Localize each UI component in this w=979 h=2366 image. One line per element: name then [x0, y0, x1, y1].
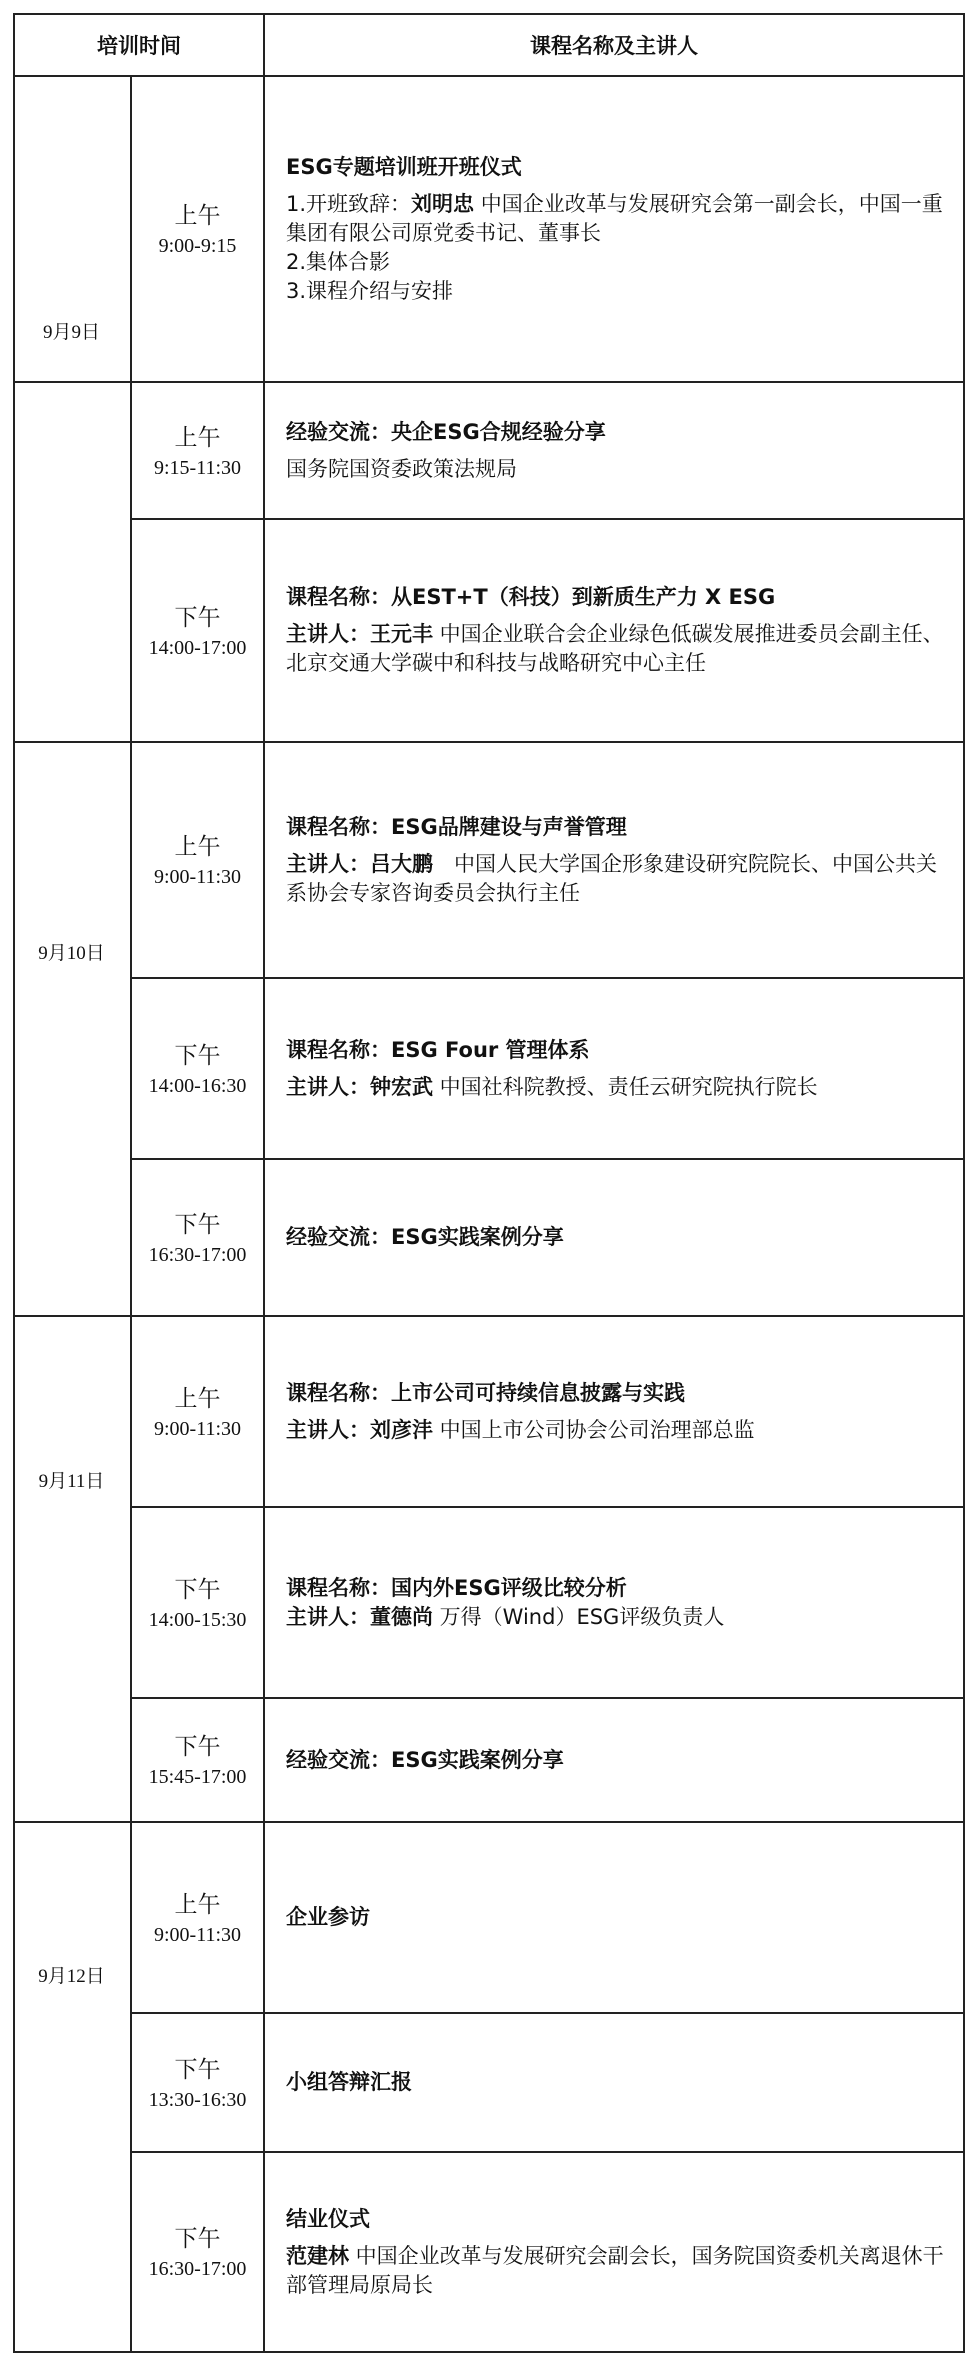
time-range: 14:00-17:00: [148, 636, 247, 659]
date-label: 9月10日: [38, 943, 105, 964]
session-speaker: [286, 850, 956, 908]
session-speaker: [286, 2242, 956, 2300]
speaker-description: 中国上市公司协会公司治理部总监: [433, 1417, 755, 1442]
session-title: 经验交流：ESG实践案例分享: [286, 1225, 564, 1249]
time-slot: [132, 1160, 263, 1315]
session-content: [286, 743, 956, 977]
session-speaker: [286, 620, 956, 678]
time-period: 上午: [174, 1891, 221, 1918]
session-content: [286, 1699, 956, 1821]
session-title: 经验交流：ESG实践案例分享: [286, 1747, 564, 1772]
time-range: 16:30-17:00: [148, 1243, 247, 1266]
speaker-label: 范建林: [286, 2243, 349, 2268]
time-period: 下午: [174, 1211, 221, 1238]
header-training-time: 培训时间: [97, 33, 181, 58]
time-period: 下午: [174, 2226, 221, 2252]
time-period: 下午: [174, 2056, 221, 2083]
time-slot: [132, 520, 263, 741]
speaker-label: 主讲人：钟宏武: [286, 1074, 433, 1099]
session-speaker: [286, 1416, 956, 1445]
session-title: 企业参访: [286, 1905, 370, 1929]
table-border-bottom: [13, 2351, 965, 2353]
time-slot: [132, 1508, 263, 1697]
schedule-table: [13, 13, 965, 2353]
time-range: 9:00-9:15: [158, 235, 237, 257]
time-slot: [132, 1699, 263, 1821]
speaker-description: 中国人民大学国企形象建设研究院院长、中国公共关系协会专家咨询委员会执行主任: [286, 851, 937, 905]
session-content: [286, 2014, 956, 2151]
session-title: 课程名称：上市公司可持续信息披露与实践: [286, 1380, 685, 1405]
speaker-description: 万得（Wind）ESG评级负责人: [433, 1604, 725, 1629]
time-period: 上午: [174, 1385, 221, 1412]
agenda-item: 3.课程介绍与安排: [286, 278, 454, 303]
date-label: 9月12日: [38, 1966, 105, 1987]
session-title: 课程名称：国内外ESG评级比较分析: [286, 1575, 627, 1600]
agenda-item: 2.集体合影: [286, 249, 391, 274]
speaker-label: 主讲人：刘彦沣: [286, 1417, 433, 1442]
time-range: 14:00-16:30: [148, 1074, 247, 1097]
session-title: 小组答辩汇报: [286, 2070, 412, 2094]
speaker-description: 中国企业改革与发展研究会第一副会长，中国一重集团有限公司原党委书记、董事长: [286, 191, 943, 245]
session-organizer: 国务院国资委政策法规局: [286, 456, 517, 481]
session-content: [286, 1823, 956, 2012]
speaker-label: 主讲人：吕大鹏: [286, 851, 433, 876]
session-speaker: [286, 1073, 956, 1102]
session-content: [286, 77, 956, 381]
table-border-left: [13, 13, 15, 2353]
speaker-name: 刘明忠: [411, 191, 475, 216]
time-period: 下午: [174, 604, 221, 631]
time-slot: [132, 1823, 263, 2012]
time-slot: [132, 77, 263, 381]
time-period: 上午: [174, 203, 221, 229]
session-speaker: [286, 1603, 956, 1632]
session-content: [286, 520, 956, 741]
session-content: [286, 979, 956, 1158]
session-title: 结业仪式: [286, 2206, 370, 2231]
time-slot: [132, 2014, 263, 2151]
item-prefix: 1.开班致辞：: [286, 191, 412, 216]
time-slot: [132, 1317, 263, 1506]
session-content: [286, 1317, 956, 1506]
time-period: 下午: [174, 1042, 221, 1069]
time-period: 上午: [174, 834, 221, 860]
time-period: 下午: [174, 1576, 221, 1603]
speaker-description: 中国企业改革与发展研究会副会长，国务院国资委机关离退休干部管理局原局长: [286, 2243, 944, 2297]
time-range: 14:00-15:30: [148, 1608, 247, 1631]
opening-speech-line: [286, 190, 956, 248]
time-range: 15:45-17:00: [148, 1766, 247, 1788]
session-title: 课程名称：从EST+T（科技）到新质生产力 X ESG: [286, 585, 776, 609]
table-border-right: [963, 13, 965, 2353]
session-content: [286, 383, 956, 518]
session-content: [286, 1508, 956, 1697]
time-range: 9:00-11:30: [153, 1417, 242, 1440]
speaker-description: 中国社科院教授、责任云研究院执行院长: [433, 1074, 818, 1099]
time-slot: [132, 743, 263, 977]
session-content: [286, 1160, 956, 1315]
time-range: 9:00-11:30: [153, 1923, 242, 1946]
time-period: 上午: [174, 424, 221, 451]
header-course-speaker: 课程名称及主讲人: [530, 33, 698, 58]
session-title: 经验交流：央企ESG合规经验分享: [286, 419, 606, 444]
speaker-label: 主讲人：王元丰: [286, 622, 433, 646]
date-label: 9月11日: [38, 1471, 105, 1492]
time-slot: [132, 979, 263, 1158]
session-title: ESG专题培训班开班仪式: [286, 154, 522, 179]
session-content: [286, 2153, 956, 2351]
session-title: 课程名称：ESG Four 管理体系: [286, 1037, 590, 1062]
time-range: 9:00-11:30: [153, 866, 242, 888]
time-range: 16:30-17:00: [148, 2258, 247, 2280]
time-period: 下午: [174, 1734, 221, 1760]
speaker-label: 主讲人：董德尚: [286, 1604, 433, 1629]
time-slot: [132, 2153, 263, 2351]
time-range: 13:30-16:30: [148, 2088, 247, 2111]
time-content-divider: [263, 13, 265, 2353]
time-slot: [132, 383, 263, 518]
session-title: 课程名称：ESG品牌建设与声誉管理: [286, 814, 627, 839]
time-range: 9:15-11:30: [153, 456, 242, 479]
date-label: 9月9日: [42, 322, 100, 343]
speaker-description: 中国企业联合会企业绿色低碳发展推进委员会副主任、北京交通大学碳中和科技与战略研究中心主任: [286, 622, 944, 675]
